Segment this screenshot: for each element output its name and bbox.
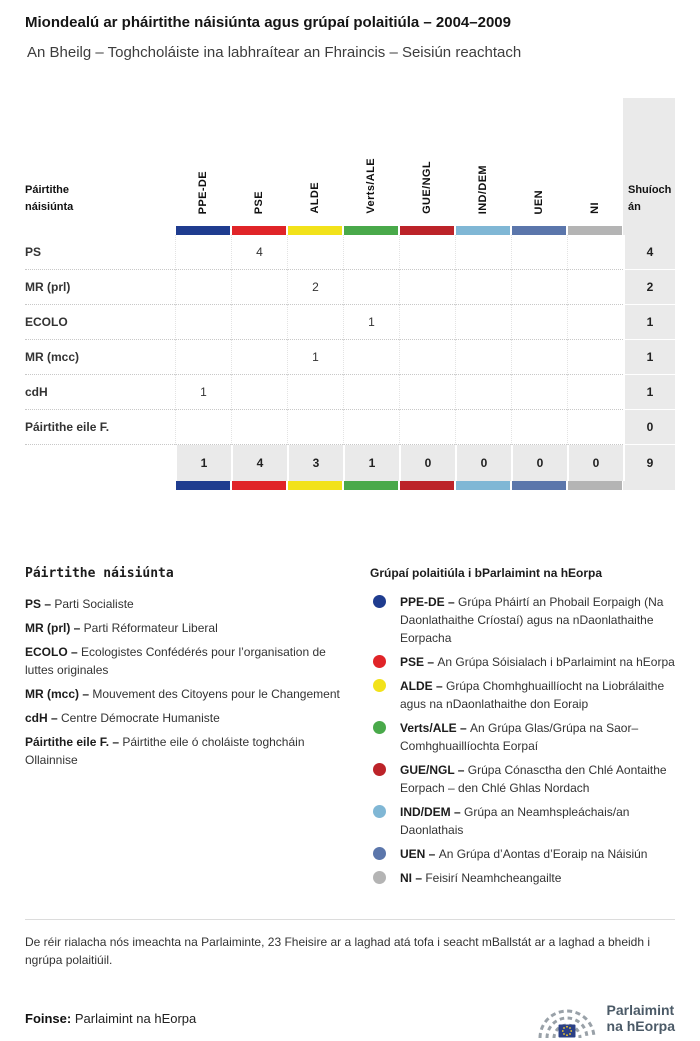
cell-p-irtithe-eile-f-ppe-de [175, 410, 231, 445]
group-abbr: IND/DEM – [400, 805, 465, 819]
cell-p-irtithe-eile-f-alde [287, 410, 343, 445]
cell-ps-seats: 4 [623, 235, 675, 270]
cell-ps-ppe-de [175, 235, 231, 270]
group-legend-item-gue-ngl: GUE/NGL – Grúpa Cónasctha den Chlé Aontaithe Eorpach – den Chlé Ghlas Nordach [370, 761, 675, 797]
cell-mr-prl-alde: 2 [287, 270, 343, 305]
cell-ecolo-alde [287, 305, 343, 340]
results-table [25, 98, 675, 490]
cell-ps-uen [511, 235, 567, 270]
group-color-dot-gue-ngl [373, 763, 386, 776]
cell-mr-mcc-gue-ngl [399, 340, 455, 375]
group-color-dot-alde [373, 679, 386, 692]
color-bar-verts-ale [343, 481, 399, 490]
group-color-dot-ni [373, 871, 386, 884]
total-ind-dem: 0 [455, 445, 511, 481]
ep-logo-line2: na hEorpa [606, 1018, 675, 1034]
group-abbr: ALDE – [400, 679, 447, 693]
cell-mr-mcc-ind-dem [455, 340, 511, 375]
total-pse: 4 [231, 445, 287, 481]
cell-mr-prl-ppe-de [175, 270, 231, 305]
bar-row-seats-bottom [623, 481, 675, 490]
cell-mr-prl-seats: 2 [623, 270, 675, 305]
cell-cdh-seats: 1 [623, 375, 675, 410]
column-header-ppe-de: PPE-DE [197, 170, 209, 214]
group-abbr: PSE – [400, 655, 438, 669]
cell-cdh-gue-ngl [399, 375, 455, 410]
cell-p-irtithe-eile-f-uen [511, 410, 567, 445]
party-abbr: Páirtithe eile F. – [25, 735, 123, 749]
color-bar-pse [231, 481, 287, 490]
cell-mr-prl-ind-dem [455, 270, 511, 305]
cell-ps-alde [287, 235, 343, 270]
ep-logo-text [607, 1002, 675, 1034]
cell-ps-ind-dem [455, 235, 511, 270]
cell-ecolo-gue-ngl [399, 305, 455, 340]
totals-row-label [25, 445, 175, 481]
group-color-dot-ppe-de [373, 595, 386, 608]
ep-hemicycle-icon [535, 995, 599, 1041]
ep-logo [535, 995, 675, 1041]
cell-ecolo-pse [231, 305, 287, 340]
legend-groups-heading: Grúpaí polaitiúla i bParlaimint na hEorpa [370, 566, 603, 580]
color-bar-pse [231, 226, 287, 235]
color-bar-gue-ngl [399, 481, 455, 490]
cell-mr-mcc-pse [231, 340, 287, 375]
color-bar-gue-ngl [399, 226, 455, 235]
party-legend-item-ecolo: ECOLO – Ecologistes Confédérés pour l’organisation de luttes originales [25, 645, 326, 677]
cell-p-irtithe-eile-f-pse [231, 410, 287, 445]
group-abbr: PPE-DE – [400, 595, 459, 609]
color-bar-alde [287, 226, 343, 235]
cell-cdh-alde [287, 375, 343, 410]
party-abbr: PS – [25, 597, 55, 611]
source-value: Parlaimint na hEorpa [74, 1010, 197, 1026]
color-bar-ind-dem [455, 226, 511, 235]
group-legend-item-uen: UEN – An Grúpa d’Aontas d’Eoraip na Náisiún [370, 845, 675, 863]
party-legend-item-mr-mcc: MR (mcc) – Mouvement des Citoyens pour le Changement [25, 687, 340, 701]
row-label-ps: PS [25, 235, 175, 270]
color-bar-ppe-de [175, 226, 231, 235]
cell-cdh-pse [231, 375, 287, 410]
column-header-ni: NI [589, 202, 601, 214]
total-alde: 3 [287, 445, 343, 481]
party-legend-item-p-irtithe-eile-f: Páirtithe eile F. – Páirtithe eile ó choláiste toghcháin Ollainnise [25, 735, 305, 767]
cell-mr-prl-ni [567, 270, 623, 305]
color-bar-alde [287, 481, 343, 490]
column-header-uen: UEN [533, 189, 545, 214]
color-bar-ni [567, 226, 623, 235]
cell-p-irtithe-eile-f-ni [567, 410, 623, 445]
total-uen: 0 [511, 445, 567, 481]
cell-cdh-verts-ale [343, 375, 399, 410]
legend-national-parties [25, 566, 347, 893]
color-bar-uen [511, 481, 567, 490]
footer [25, 995, 675, 1041]
color-bar-ppe-de [175, 481, 231, 490]
cell-ecolo-verts-ale: 1 [343, 305, 399, 340]
column-header-ind-dem: IND/DEM [477, 164, 489, 214]
group-legend-item-ni: NI – Feisirí Neamhcheangailte [370, 869, 675, 887]
source-label: Foinse: [25, 1010, 72, 1026]
legend-political-groups [370, 566, 675, 893]
row-label-mr-prl: MR (prl) [25, 270, 175, 305]
cell-mr-mcc-ppe-de [175, 340, 231, 375]
legend [25, 566, 675, 893]
group-legend-item-ppe-de: PPE-DE – Grúpa Pháirtí an Phobail Eorpaigh (Na Daonlathaithe Críostaí) agus na nDaonlathaithe Eorpacha [370, 593, 675, 647]
cell-ps-pse: 4 [231, 235, 287, 270]
group-legend-item-alde: ALDE – Grúpa Chomhghuaillíocht na Liobrálaithe agus na nDaonlathaithe don Eoraip [370, 677, 675, 713]
total-seats: 9 [623, 445, 675, 481]
group-color-dot-ind-dem [373, 805, 386, 818]
column-header-alde: ALDE [309, 182, 321, 214]
group-abbr: Verts/ALE – [400, 721, 471, 735]
column-header-gue-ngl: GUE/NGL [421, 161, 433, 214]
cell-p-irtithe-eile-f-verts-ale [343, 410, 399, 445]
cell-cdh-ind-dem [455, 375, 511, 410]
ep-logo-line1: Parlaimint [606, 1001, 675, 1018]
column-header-pse: PSE [253, 190, 265, 214]
total-ni: 0 [567, 445, 623, 481]
footnote: De réir rialacha nós imeachta na Parlaiminte, 23 Fheisire ar a laghad atá tofa i seacht mBallstát ar a laghad a bheidh i ngrúpa polaitiúil. [25, 935, 651, 967]
party-abbr: cdH – [25, 711, 62, 725]
cell-mr-prl-pse [231, 270, 287, 305]
total-ppe-de: 1 [175, 445, 231, 481]
color-bar-uen [511, 226, 567, 235]
group-abbr: GUE/NGL – [400, 763, 468, 777]
total-verts-ale: 1 [343, 445, 399, 481]
color-bar-verts-ale [343, 226, 399, 235]
cell-ecolo-uen [511, 305, 567, 340]
group-legend-item-pse: PSE – An Grúpa Sóisialach i bParlaimint na hEorpa [370, 653, 675, 671]
cell-ps-gue-ngl [399, 235, 455, 270]
cell-mr-mcc-seats: 1 [623, 340, 675, 375]
bar-row-seats-top [623, 226, 675, 235]
cell-cdh-uen [511, 375, 567, 410]
cell-p-irtithe-eile-f-gue-ngl [399, 410, 455, 445]
party-legend-item-ps: PS – Parti Socialiste [25, 597, 134, 611]
cell-p-irtithe-eile-f-ind-dem [455, 410, 511, 445]
party-abbr: MR (mcc) – [25, 687, 93, 701]
row-group-header: Páirtithe náisiúnta [25, 183, 74, 214]
total-gue-ngl: 0 [399, 445, 455, 481]
column-header-verts-ale: Verts/ALE [365, 158, 377, 214]
cell-p-irtithe-eile-f-seats: 0 [623, 410, 675, 445]
party-legend-item-cdh: cdH – Centre Démocrate Humaniste [25, 711, 220, 725]
group-color-dot-uen [373, 847, 386, 860]
cell-ps-ni [567, 235, 623, 270]
bar-row-spacer-bottom [25, 481, 175, 490]
color-bar-ni [567, 481, 623, 490]
party-abbr: MR (prl) – [25, 621, 84, 635]
cell-mr-prl-verts-ale [343, 270, 399, 305]
source [25, 1011, 196, 1026]
row-label-ecolo: ECOLO [25, 305, 175, 340]
cell-ecolo-ind-dem [455, 305, 511, 340]
row-label-cdh: cdH [25, 375, 175, 410]
cell-mr-mcc-ni [567, 340, 623, 375]
row-label-mr-mcc: MR (mcc) [25, 340, 175, 375]
cell-mr-mcc-alde: 1 [287, 340, 343, 375]
groups-list [370, 593, 675, 887]
group-abbr: NI – [400, 871, 426, 885]
party-abbr: ECOLO – [25, 645, 82, 659]
cell-cdh-ppe-de: 1 [175, 375, 231, 410]
legend-parties-heading: Páirtithe náisiúnta [25, 566, 174, 581]
cell-mr-prl-gue-ngl [399, 270, 455, 305]
cell-ps-verts-ale [343, 235, 399, 270]
cell-cdh-ni [567, 375, 623, 410]
page-subtitle: An Bheilg – Toghcholáiste ina labhraítear an Fhraincis – Seisiún reachtach [27, 44, 522, 61]
cell-ecolo-ni [567, 305, 623, 340]
parties-list [25, 595, 347, 769]
page-title: Miondealú ar pháirtithe náisiúnta agus grúpaí polaitiúla – 2004–2009 [25, 14, 511, 31]
party-legend-item-mr-prl: MR (prl) – Parti Réformateur Liberal [25, 621, 218, 635]
group-color-dot-verts-ale [373, 721, 386, 734]
cell-mr-mcc-uen [511, 340, 567, 375]
cell-ecolo-ppe-de [175, 305, 231, 340]
group-legend-item-verts-ale: Verts/ALE – An Grúpa Glas/Grúpa na Saor–Comhghuaillíochta Eorpaí [370, 719, 675, 755]
bar-row-spacer-top [25, 226, 175, 235]
cell-ecolo-seats: 1 [623, 305, 675, 340]
cell-mr-prl-uen [511, 270, 567, 305]
group-legend-item-ind-dem: IND/DEM – Grúpa an Neamhspleáchais/an Daonlathais [370, 803, 675, 839]
color-bar-ind-dem [455, 481, 511, 490]
group-color-dot-pse [373, 655, 386, 668]
cell-mr-mcc-verts-ale [343, 340, 399, 375]
column-header-seats: Shuíochán [623, 98, 675, 226]
group-abbr: UEN – [400, 847, 439, 861]
row-label-p-irtithe-eile-f: Páirtithe eile F. [25, 410, 175, 445]
